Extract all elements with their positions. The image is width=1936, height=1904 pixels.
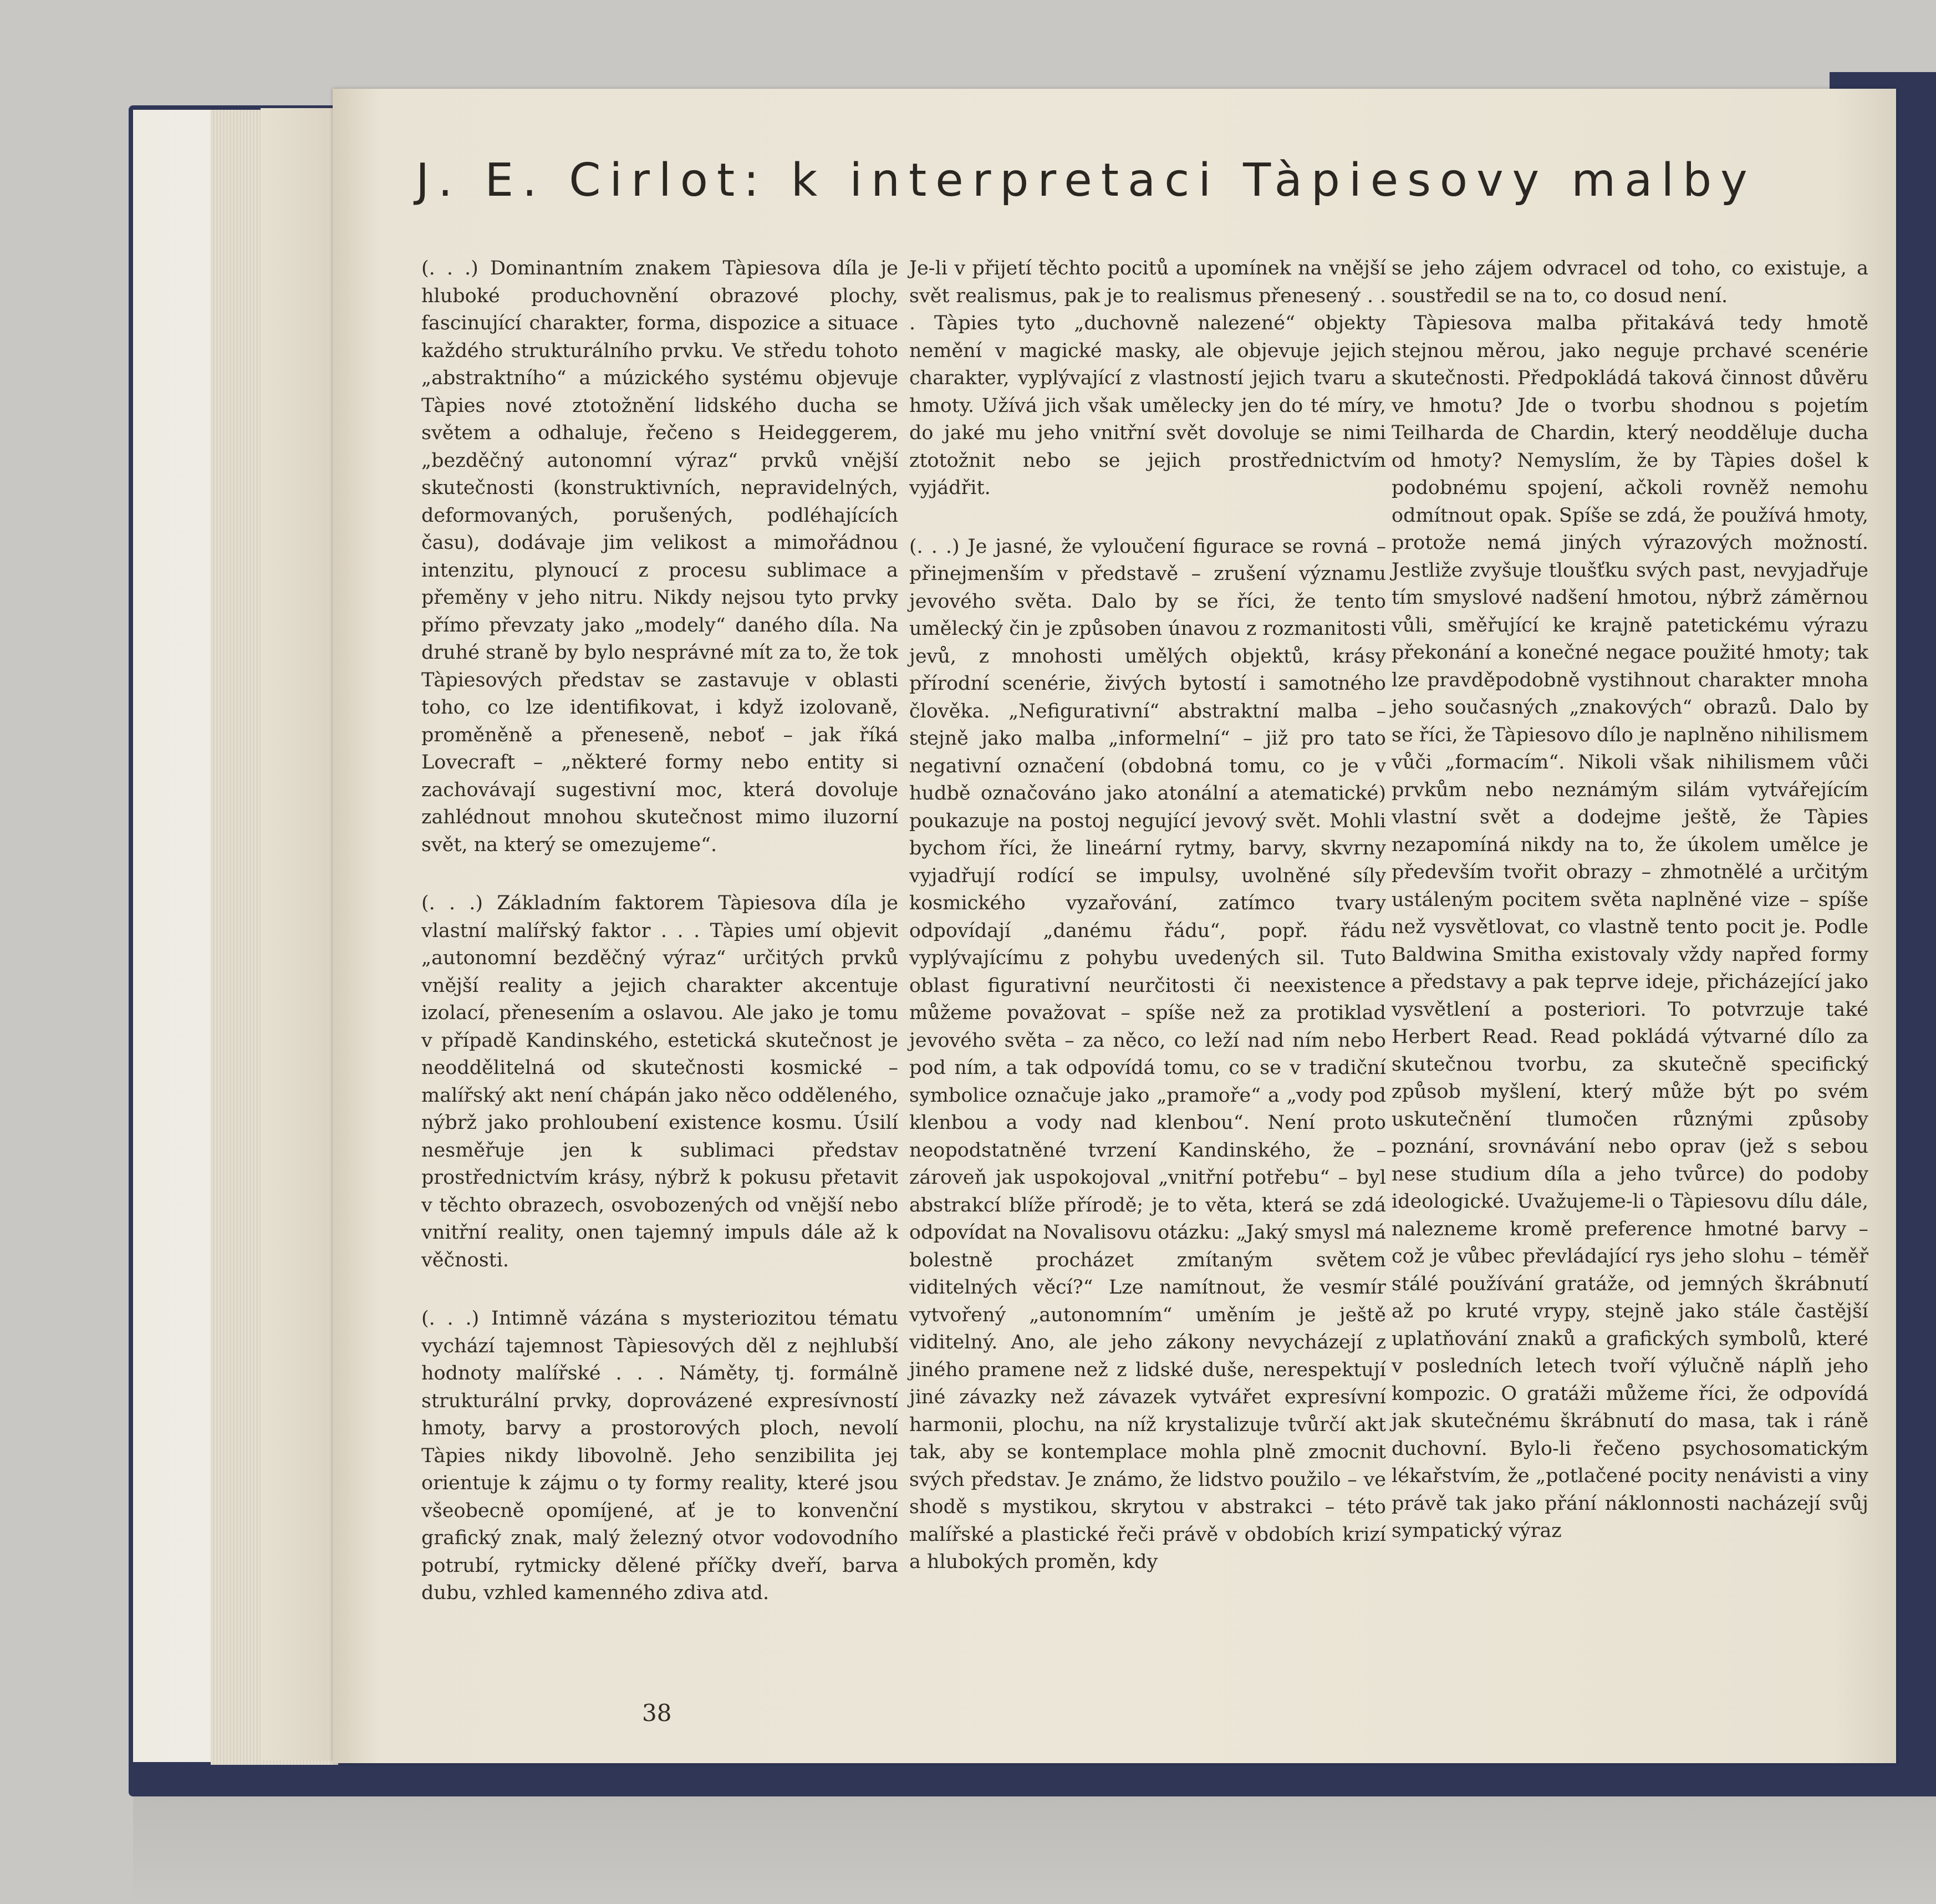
page-number: 38 xyxy=(642,1699,672,1727)
paragraph: Tàpiesova malba přitakává tedy hmotě stejnou měrou, jako neguje prchavé scenérie skutečnosti. Předpokládá taková činnost důvěru ve hmotu? Jde o tvorbu shodnou s pojetím Teilharda de Chardin, který neodděluje ducha od hmoty? Nemyslím, že by Tàpies došel k podobnému spojení, ačkoli rovněž nemohu odmítnout opak. Spíše se zdá, že používá hmoty, protože nemá jiných výrazových možností. Jestliže zvyšuje tloušťku svých past, nevyjadřuje tím smyslové nadšení hmotou, nýbrž záměrnou vůli, směřující ke krajně patetickému výrazu překonání a konečné negace použité hmoty; tak lze pravděpodobně vystihnout charakter mnoha jeho současných „znakových“ obrazů. Dalo by se říci, že Tàpiesovo dílo je naplněno nihilismem vůči „formacím“. Nikoli však nihilismem vůči prvkům nebo neznámým silám vytvářejícím vlastní svět a dodejme ještě, že Tàpies nezapomíná nikdy na to, že úkolem umělce je především tvořit obrazy – zhmotnělé a určitým ustáleným pocitem světa naplněné vize – spíše než vysvětlovat, co vlastně tento pocit je. Podle Baldwina Smitha existovaly vždy napřed formy a představy a pak teprve ideje, přicházející jako vysvětlení a posteriori. To potvrzuje také Herbert Read. Read pokládá výtvarné dílo za skutečnou tvorbu, za skutečně specifický způsob myšlení, který může být po svém uskutečnění tlumočen různými způsoby poznání, srovnávání nebo oprav (jež s sebou nese studium díla a jeho tvůrce) do podoby ideologické. Uvažujeme-li o Tàpiesovu dílu dále, nalezneme kromě preference hmotné barvy – což je vůbec převládající rys jeho slohu – téměř stálé používání gratáže, od jemných škrábnutí až po kruté vrypy, stejně jako stále častější uplatňování znaků a grafických symbolů, které v posledních letech tvoří výlučně náplň jeho kompozic. O gratáži můžeme říci, že odpovídá jak skutečnému škrábnutí do masa, tak i ráně duchovní. Bylo-li řečeno psychosomatickým lékařstvím, že „potlačené pocity nenávisti a viny právě tak jako přání náklonnosti nacházejí svůj sympatický výraz xyxy=(1392,312,1868,1542)
book-page xyxy=(333,89,1896,1763)
paragraph: (. . .) Dominantním znakem Tàpiesova díla je hluboké produchovnění obrazové plochy, fascinující charakter, forma, dispozice a situace každého strukturálního prvku. Ve středu tohoto „abstraktního“ a múzického systému objevuje Tàpies nové ztotožnění lidského ducha se světem a odhaluje, řečeno s Heideggerem, „bezděčný autonomní výraz“ prvků vnější skutečnosti (konstruktivních, nepravidelných, deformovaných, porušených, podléhajících času), dodávaje jim velikost a mimořádnou intenzitu, plynoucí z procesu sublimace a přeměny v jeho nitru. Nikdy nejsou tyto prvky přímo převzaty jako „modely“ daného díla. Na druhé straně by bylo nesprávné mít za to, že tok Tàpiesových představ se zastavuje v oblasti toho, co lze identifikovat, i když izolovaně, proměněně a přeneseně, neboť – jak říká Lovecraft – „některé formy nebo entity si zachovávají sugestivní moc, která dovoluje zahlédnout mnohou skutečnost mimo iluzorní svět, na který se omezujeme“. xyxy=(421,257,898,856)
article-title: J. E. Cirlot: k interpretaci Tàpiesovy malby xyxy=(416,154,1756,207)
text-column-2 xyxy=(909,255,1386,1576)
text-column-1 xyxy=(421,255,898,1607)
paragraph: (. . .) Je jasné, že vyloučení figurace se rovná – přinejmenším v představě – zrušení významu jevového světa. Dalo by se říci, že tento umělecký čin je způsoben únavou z rozmanitosti jevů, z mnohosti umělých objektů, krásy přírodní scenérie, živých bytostí i samotného člověka. „Nefigurativní“ abstraktní malba – stejně jako malba „informelní“ – již pro tato negativní označení (obdobná tomu, co je v hudbě označováno jako atonální a atematické) poukazuje na postoj negující jevový svět. Mohli bychom říci, že lineární rytmy, barvy, skvrny vyjadřují rodící se impulsy, uvolněné síly kosmického vyzařování, zatímco tvary odpovídají „danému řádu“, popř. řádu vyplývajícímu z pohybu uvedených sil. Tuto oblast figurativní neurčitosti či neexistence můžeme považovat – spíše než za protiklad jevového světa – za něco, co leží nad ním nebo pod ním, a tak odpovídá tomu, co se v tradiční symbolice označuje jako „pramoře“ a „vody pod klenbou a vody nad klenbou“. Není proto neopodstatněné tvrzení Kandinského, že – zároveň jak uspokojoval „vnitřní potřebu“ – byl abstrakcí blíže přírodě; je to věta, která se zdá odpovídat na Novalisovu otázku: „Jaký smysl má bolestně procházet zmítaným světem viditelných věcí?“ Lze namítnout, že vesmír vytvořený „autonomním“ uměním je ještě viditelný. Ano, ale jeho zákony nevycházejí z jiného pramene než z lidské duše, nerespektují jiné závazky než závazek vytvářet expresívní harmonii, plochu, na níž krystalizuje tvůrčí akt tak, aby se kontemplace mohla plně zmocnit svých představ. Je známo, že lidstvo použilo – ve shodě s mystikou, skrytou v abstrakci – této malířské a plastické řeči právě v obdobích krizí a hlubokých proměn, kdy xyxy=(909,535,1386,1573)
paragraph: Je-li v přijetí těchto pocitů a upomínek na vnější svět realismus, pak je to realismus přenesený . . . Tàpies tyto „duchovně nalezené“ objekty nemění v magické masky, ale objevuje jejich charakter, vyplývající z vlastností jejich tvaru a hmoty. Užívá jich však umělecky jen do té míry, do jaké mu jeho vnitřní svět dovoluje se nimi ztotožnit nebo se jejich prostřednictvím vyjádřit. xyxy=(909,257,1386,499)
paragraph: se jeho zájem odvracel od toho, co existuje, a soustředil se na to, co dosud není. xyxy=(1392,257,1868,307)
text-column-3 xyxy=(1392,255,1868,1545)
paragraph: (. . .) Intimně vázána s mysteriozitou tématu vychází tajemnost Tàpiesových děl z nejhlubší hodnoty malířské . . . Náměty, tj. formálně strukturální prvky, doprovázené expresívností hmoty, barvy a prostorových ploch, nevolí Tàpies nikdy libovolně. Jeho senzibilita jej orientuje k zájmu o ty formy reality, které jsou všeobecně opomíjené, ať je to konvenční grafický znak, malý železný otvor vodovodního potrubí, rytmicky dělené příčky dveří, barva dubu, vzhled kamenného zdiva atd. xyxy=(421,1307,898,1604)
paragraph: (. . .) Základním faktorem Tàpiesova díla je vlastní malířský faktor . . . Tàpies umí objevit „autonomní bezděčný výraz“ určitých prvků vnější reality a jejich charakter akcentuje izolací, přenesením a oslavou. Ale jako je tomu v případě Kandinského, estetická skutečnost je neoddělitelná od skutečnosti kosmické – malířský akt není chápán jako něco odděleného, nýbrž jako prohloubení existence kosmu. Úsilí nesměřuje jen k sublimaci představ prostřednictvím krásy, nýbrž k pokusu přetavit v těchto obrazech, osvobozených od vnější nebo vnitřní reality, onen tajemný impuls dále až k věčnosti. xyxy=(421,892,898,1271)
